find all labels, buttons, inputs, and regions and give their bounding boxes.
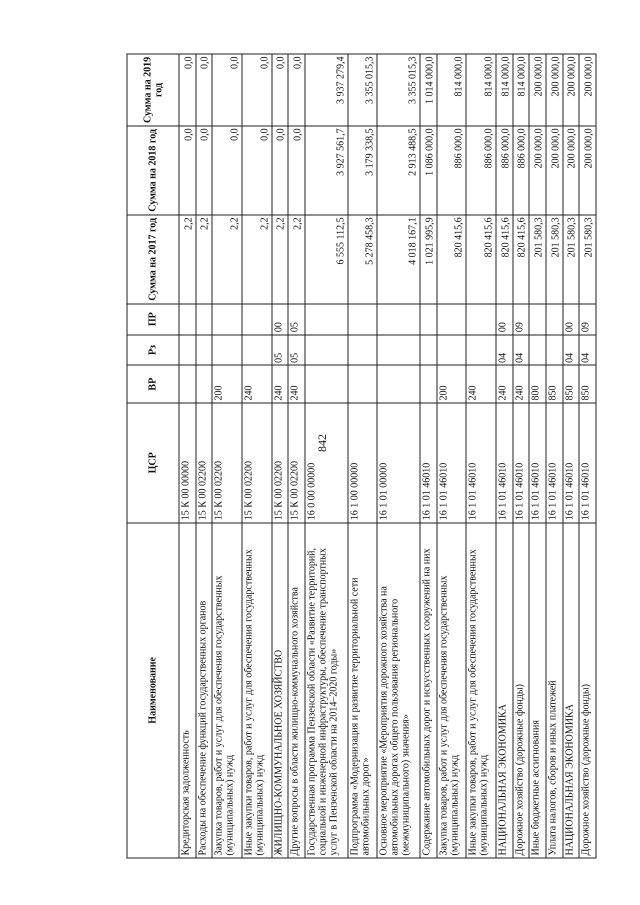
- cell-sum-2017: 2,2: [195, 215, 212, 304]
- cell-csr: 16 1 01 46010: [579, 403, 596, 523]
- cell-pr: 00: [271, 304, 288, 335]
- cell-sum-2018: 886 000,0: [436, 126, 466, 215]
- cell-vr: 800: [529, 365, 546, 403]
- cell-sum-2017: 2,2: [179, 215, 196, 304]
- cell-sum-2019: 0,0: [179, 54, 196, 126]
- cell-sum-2017: 2,2: [288, 215, 305, 304]
- cell-sum-2017: 201 580,3: [529, 215, 546, 304]
- cell-rz: [466, 335, 496, 366]
- cell-name: Дорожное хозяйство (дорожные фонды): [579, 523, 596, 858]
- cell-sum-2018: 200 000,0: [562, 126, 579, 215]
- cell-vr: [195, 365, 212, 403]
- cell-sum-2019: 3 355 015,3: [377, 54, 420, 126]
- table-row: [496, 54, 513, 858]
- table-body: [179, 54, 596, 858]
- budget-table-container: [126, 54, 596, 859]
- cell-pr: [212, 304, 242, 335]
- cell-sum-2019: 3 937 279,4: [304, 54, 347, 126]
- cell-vr: 850: [562, 365, 579, 403]
- cell-sum-2019: 0,0: [212, 54, 242, 126]
- cell-sum-2018: 200 000,0: [545, 126, 562, 215]
- cell-csr: 15 К 00 02200: [241, 403, 271, 523]
- header-pr: ПР: [127, 304, 179, 335]
- cell-vr: 240: [512, 365, 529, 403]
- cell-sum-2018: 1 086 000,0: [420, 126, 437, 215]
- cell-csr: 16 1 01 46010: [436, 403, 466, 523]
- header-sum-2019: Сумма на 2019 год: [127, 54, 179, 126]
- cell-rz: [545, 335, 562, 366]
- table-row: [179, 54, 196, 858]
- cell-sum-2017: 201 580,3: [545, 215, 562, 304]
- cell-rz: [529, 335, 546, 366]
- cell-rz: [304, 335, 347, 366]
- table-row: [579, 54, 596, 858]
- cell-csr: 15 К 00 00000: [179, 403, 196, 523]
- cell-rz: [436, 335, 466, 366]
- cell-sum-2017: 2,2: [212, 215, 242, 304]
- cell-sum-2018: 886 000,0: [512, 126, 529, 215]
- cell-name: НАЦИОНАЛЬНАЯ ЭКОНОМИКА: [562, 523, 579, 858]
- cell-csr: 16 1 01 46010: [512, 403, 529, 523]
- header-sum-2018: Сумма на 2018 год: [127, 126, 179, 215]
- cell-name: Иные бюджетные ассигнования: [529, 523, 546, 858]
- cell-rz: 04: [496, 335, 513, 366]
- cell-sum-2017: 820 415,6: [436, 215, 466, 304]
- cell-pr: [420, 304, 437, 335]
- cell-vr: 240: [271, 365, 288, 403]
- cell-rz: [377, 335, 420, 366]
- table-row: [271, 54, 288, 858]
- cell-name: Дорожное хозяйство (дорожные фонды): [512, 523, 529, 858]
- cell-name: Содержание автомобильных дорог и искусственных сооружений на них: [420, 523, 437, 858]
- cell-vr: 200: [212, 365, 242, 403]
- cell-sum-2019: 200 000,0: [545, 54, 562, 126]
- cell-name: Кредиторская задолженность: [179, 523, 196, 858]
- cell-vr: 850: [579, 365, 596, 403]
- cell-sum-2018: 200 000,0: [579, 126, 596, 215]
- table-row: [436, 54, 466, 858]
- cell-pr: [179, 304, 196, 335]
- cell-rz: [347, 335, 377, 366]
- cell-vr: 240: [241, 365, 271, 403]
- cell-sum-2019: 0,0: [195, 54, 212, 126]
- header-rz: Рз: [127, 335, 179, 366]
- cell-name: НАЦИОНАЛЬНАЯ ЭКОНОМИКА: [496, 523, 513, 858]
- cell-name: Закупка товаров, работ и услуг для обеспечения государственных (муниципальных) нужд: [436, 523, 466, 858]
- cell-pr: 09: [579, 304, 596, 335]
- cell-rz: [420, 335, 437, 366]
- cell-csr: 16 1 01 46010: [420, 403, 437, 523]
- cell-sum-2019: 1 014 000,0: [420, 54, 437, 126]
- cell-pr: 00: [496, 304, 513, 335]
- table-header-row: [127, 54, 179, 858]
- cell-vr: [304, 365, 347, 403]
- cell-sum-2018: 2 913 488,5: [377, 126, 420, 215]
- cell-name: Уплата налогов, сборов и иных платежей: [545, 523, 562, 858]
- cell-sum-2017: 820 415,6: [466, 215, 496, 304]
- cell-pr: [195, 304, 212, 335]
- cell-sum-2018: 0,0: [288, 126, 305, 215]
- header-csr: ЦСР: [127, 403, 179, 523]
- cell-sum-2019: 814 000,0: [436, 54, 466, 126]
- cell-rz: [241, 335, 271, 366]
- cell-pr: [377, 304, 420, 335]
- cell-name: Расходы на обеспечение функций государственных органов: [195, 523, 212, 858]
- cell-pr: [545, 304, 562, 335]
- cell-name: Государственная программа Пензенской области «Развитие территорий, социальной и инженерной инфраструктуры, обеспечение транспортных услуг в Пензенской области на 2014–2020 годы»: [304, 523, 347, 858]
- cell-pr: [304, 304, 347, 335]
- cell-vr: [347, 365, 377, 403]
- cell-sum-2017: 4 018 167,1: [377, 215, 420, 304]
- cell-sum-2017: 2,2: [271, 215, 288, 304]
- cell-rz: 05: [288, 335, 305, 366]
- table-row: [347, 54, 377, 858]
- cell-sum-2017: 820 415,6: [512, 215, 529, 304]
- cell-rz: 05: [271, 335, 288, 366]
- cell-sum-2019: 814 000,0: [496, 54, 513, 126]
- cell-vr: [377, 365, 420, 403]
- cell-name: Основное мероприятие «Мероприятия дорожного хозяйства на автомобильных дорогах общего пользования регионального (межмуниципального) значения»: [377, 523, 420, 858]
- table-row: [288, 54, 305, 858]
- cell-csr: 15 К 00 02200: [195, 403, 212, 523]
- cell-sum-2019: 200 000,0: [579, 54, 596, 126]
- table-row: [420, 54, 437, 858]
- cell-rz: [179, 335, 196, 366]
- cell-csr: 16 0 00 00000: [304, 403, 347, 523]
- cell-rz: 04: [579, 335, 596, 366]
- cell-csr: 16 1 01 46010: [545, 403, 562, 523]
- cell-rz: [212, 335, 242, 366]
- cell-sum-2018: 0,0: [179, 126, 196, 215]
- cell-pr: 05: [288, 304, 305, 335]
- cell-name: Закупка товаров, работ и услуг для обеспечения государственных (муниципальных) нужд: [212, 523, 242, 858]
- cell-csr: 16 1 01 46010: [466, 403, 496, 523]
- cell-sum-2018: 3 927 561,7: [304, 126, 347, 215]
- cell-sum-2019: 3 355 015,3: [347, 54, 377, 126]
- table-row: [195, 54, 212, 858]
- cell-sum-2017: 2,2: [241, 215, 271, 304]
- cell-sum-2019: 0,0: [288, 54, 305, 126]
- cell-csr: 15 К 00 02200: [212, 403, 242, 523]
- cell-rz: 04: [562, 335, 579, 366]
- cell-vr: 240: [288, 365, 305, 403]
- cell-pr: [466, 304, 496, 335]
- header-name: Наименование: [127, 523, 179, 858]
- cell-rz: [195, 335, 212, 366]
- cell-sum-2019: 200 000,0: [562, 54, 579, 126]
- cell-vr: [179, 365, 196, 403]
- table-row: [377, 54, 420, 858]
- table-row: [545, 54, 562, 858]
- cell-sum-2017: 201 580,3: [562, 215, 579, 304]
- cell-pr: [347, 304, 377, 335]
- cell-sum-2019: 200 000,0: [529, 54, 546, 126]
- cell-name: Иные закупки товаров, работ и услуг для обеспечения государственных (муниципальных) нужд: [466, 523, 496, 858]
- cell-sum-2017: 5 278 458,3: [347, 215, 377, 304]
- cell-sum-2017: 1 021 995,9: [420, 215, 437, 304]
- cell-sum-2019: 814 000,0: [512, 54, 529, 126]
- cell-sum-2017: 201 580,3: [579, 215, 596, 304]
- table-row: [512, 54, 529, 858]
- cell-sum-2018: 200 000,0: [529, 126, 546, 215]
- cell-csr: 15 К 00 02200: [271, 403, 288, 523]
- table-row: [466, 54, 496, 858]
- table-row: [304, 54, 347, 858]
- cell-name: ЖИЛИЩНО-КОММУНАЛЬНОЕ ХОЗЯЙСТВО: [271, 523, 288, 858]
- cell-name: Иные закупки товаров, работ и услуг для обеспечения государственных (муниципальных) нужд: [241, 523, 271, 858]
- cell-vr: [420, 365, 437, 403]
- cell-vr: 240: [496, 365, 513, 403]
- table-row: [212, 54, 242, 858]
- cell-csr: 16 1 01 46010: [529, 403, 546, 523]
- cell-rz: 04: [512, 335, 529, 366]
- cell-sum-2018: 0,0: [241, 126, 271, 215]
- cell-vr: 850: [545, 365, 562, 403]
- cell-sum-2018: 0,0: [195, 126, 212, 215]
- cell-sum-2018: 0,0: [212, 126, 242, 215]
- cell-vr: 240: [466, 365, 496, 403]
- cell-pr: 00: [562, 304, 579, 335]
- cell-csr: 16 1 01 46010: [496, 403, 513, 523]
- cell-sum-2017: 820 415,6: [496, 215, 513, 304]
- cell-name: Другие вопросы в области жилищно-коммунального хозяйства: [288, 523, 305, 858]
- cell-csr: 16 1 01 46010: [562, 403, 579, 523]
- cell-name: Подпрограмма «Модернизация и развитие территориальной сети автомобильных дорог»: [347, 523, 377, 858]
- cell-pr: [241, 304, 271, 335]
- cell-csr: 16 1 01 00000: [377, 403, 420, 523]
- cell-vr: 200: [436, 365, 466, 403]
- cell-sum-2019: 0,0: [271, 54, 288, 126]
- table-row: [241, 54, 271, 858]
- cell-sum-2018: 3 179 338,5: [347, 126, 377, 215]
- header-vr: ВР: [127, 365, 179, 403]
- header-sum-2017: Сумма на 2017 год: [127, 215, 179, 304]
- cell-pr: [529, 304, 546, 335]
- cell-pr: [436, 304, 466, 335]
- table-row: [562, 54, 579, 858]
- budget-table: [126, 54, 596, 859]
- cell-pr: 09: [512, 304, 529, 335]
- cell-sum-2017: 6 555 112,5: [304, 215, 347, 304]
- table-row: [529, 54, 546, 858]
- cell-sum-2019: 0,0: [241, 54, 271, 126]
- page-number: 842: [315, 434, 329, 452]
- cell-sum-2018: 886 000,0: [496, 126, 513, 215]
- cell-csr: 16 1 00 00000: [347, 403, 377, 523]
- cell-sum-2018: 886 000,0: [466, 126, 496, 215]
- cell-csr: 15 К 00 02200: [288, 403, 305, 523]
- cell-sum-2019: 814 000,0: [466, 54, 496, 126]
- cell-sum-2018: 0,0: [271, 126, 288, 215]
